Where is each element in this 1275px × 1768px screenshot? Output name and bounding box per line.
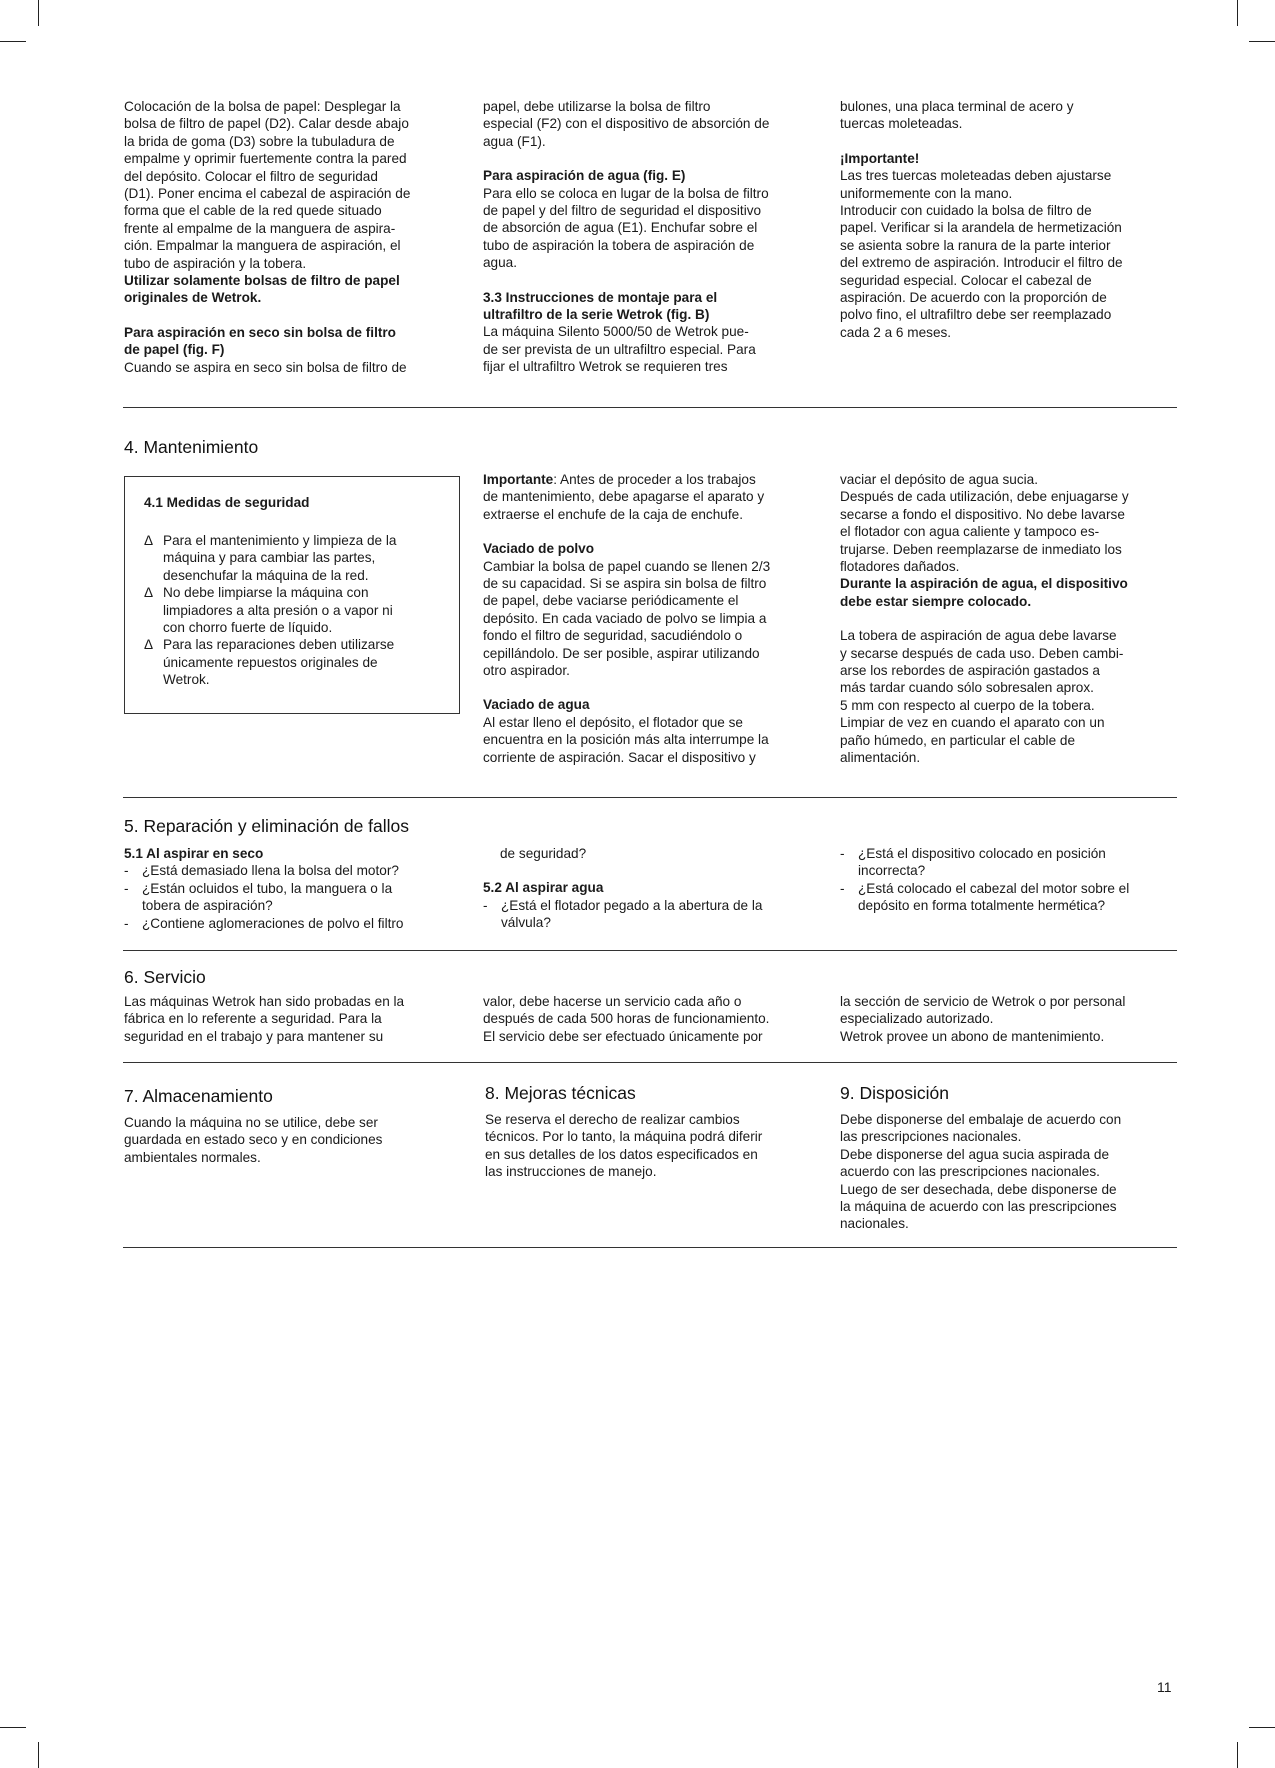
text-line: Para las reparaciones deben utilizarse	[163, 637, 395, 653]
text-line: fábrica en lo referente a seguridad. Para la	[124, 1011, 382, 1027]
text-line: únicamente repuestos originales de	[163, 654, 378, 670]
text-line: seguridad especial. Colocar el cabezal de	[840, 272, 1092, 288]
text-line: fijar el ultrafiltro Wetrok se requieren tres	[483, 359, 728, 375]
text-line: Colocación de la bolsa de papel: Desplegar la	[124, 99, 401, 114]
safety-list	[144, 532, 444, 689]
safety-box	[124, 476, 460, 714]
subheading: 5.2 Al aspirar agua	[483, 880, 604, 896]
text-line: uniformemente con la mano.	[840, 185, 1013, 201]
text-line: la máquina de acuerdo con las prescripciones	[840, 1199, 1117, 1215]
dash-bullet: -	[840, 880, 845, 896]
text-line: Las tres tuercas moleteadas deben ajustarse	[840, 168, 1112, 184]
safety-box-title: 4.1 Medidas de seguridad	[144, 495, 310, 510]
text-line: Para el mantenimiento y limpieza de la	[163, 533, 397, 548]
text-line: corriente de aspiración. Sacar el dispositivo y	[483, 749, 756, 765]
text-line: limpiadores a alta presión o a vapor ni	[163, 602, 393, 618]
text-line: bolsa de filtro de papel (D2). Calar desde abajo	[124, 116, 409, 132]
text-line: papel. Verificar si la arandela de hermetización	[840, 220, 1122, 236]
text-line: bulones, una placa terminal de acero y	[840, 99, 1074, 114]
text-line: frente al empalme de la manguera de aspira-	[124, 220, 396, 236]
text-line: El servicio debe ser efectuado únicamente por	[483, 1028, 763, 1044]
crop-mark	[1237, 0, 1238, 26]
text-line: Cambiar la bolsa de papel cuando se llenen 2/3	[483, 558, 771, 574]
text-line: las prescripciones nacionales.	[840, 1129, 1022, 1145]
text-line: de su capacidad. Si se aspira sin bolsa de filtro	[483, 576, 767, 592]
text-line: tubo de aspiración y la tobera.	[124, 255, 307, 271]
text-line: depósito. En cada vaciado de polvo se limpia a	[483, 610, 767, 626]
dash-bullet: -	[124, 863, 129, 879]
text-line: Introducir con cuidado la bolsa de filtro de	[840, 203, 1092, 219]
crop-mark	[38, 1742, 39, 1768]
warning-triangle-icon: Δ	[144, 637, 154, 653]
text-line: Debe disponerse del embalaje de acuerdo con	[840, 1112, 1122, 1127]
text-line: y secarse después de cada uso. Deben cambi-	[840, 645, 1124, 661]
top-column-2	[483, 98, 823, 376]
section-divider	[123, 407, 1177, 408]
bold-note: Utilizar solamente bolsas de filtro de papel	[124, 273, 400, 289]
text-line: válvula?	[501, 915, 551, 931]
section-5-title: 5. Reparación y eliminación de fallos	[124, 816, 410, 836]
text-line: ¿Está el flotador pegado a la abertura de la	[501, 897, 763, 913]
text-line: aspiración. De acuerdo con la proporción de	[840, 290, 1107, 306]
section-divider	[123, 1062, 1177, 1063]
text-line: La máquina Silento 5000/50 de Wetrok pue-	[483, 324, 749, 340]
text-line: empalme y oprimir fuertemente contra la pared	[124, 151, 407, 167]
text-line: extraerse el enchufe de la caja de enchufe.	[483, 506, 743, 522]
text-line: secarse a fondo el dispositivo. No debe lavarse	[840, 506, 1125, 522]
top-column-1	[124, 98, 464, 376]
text-line: No debe limpiarse la máquina con	[163, 585, 369, 601]
text-line: flotadores dañados.	[840, 559, 960, 575]
text-line: tuercas moleteadas.	[840, 116, 963, 132]
crop-mark	[0, 41, 26, 42]
text-line: La tobera de aspiración de agua debe lavarse	[840, 628, 1117, 644]
text-line: seguridad en el trabajo y para mantener su	[124, 1028, 384, 1044]
text-line: del extremo de aspiración. Introducir el filtro de	[840, 255, 1123, 271]
text-line: técnicos. Por lo tanto, la máquina podrá diferir	[485, 1129, 763, 1145]
text-line: alimentación.	[840, 750, 921, 766]
s7-text	[124, 1114, 464, 1166]
text-line: de mantenimiento, debe apagarse el aparato y	[483, 489, 765, 505]
text-span: : Antes de proceder a los trabajos	[553, 472, 756, 487]
text-line: del depósito. Colocar el filtro de seguridad	[124, 168, 378, 184]
subheading: ¡Importante!	[840, 150, 920, 166]
dash-bullet: -	[483, 897, 488, 913]
subheading: Vaciado de polvo	[483, 541, 595, 557]
text-line: ¿Están ocluidos el tubo, la manguera o la	[142, 880, 393, 896]
device-checklist	[840, 845, 1180, 915]
text-line: Para ello se coloca en lugar de la bolsa de filtro	[483, 185, 769, 201]
text-line: máquina y para cambiar las partes,	[163, 550, 376, 566]
text-line: la brida de goma (D3) sobre la tubuladura de	[124, 133, 395, 149]
text-line: Cuando se aspira en seco sin bolsa de filtro de	[124, 359, 407, 375]
text-line: ción. Empalmar la manguera de aspiración, el	[124, 238, 401, 254]
text-line: el flotador con agua caliente y tampoco es-	[840, 524, 1100, 540]
list-item	[124, 862, 464, 879]
text-line: trujarse. Deben reemplazarse de inmediato los	[840, 541, 1122, 557]
section-divider	[123, 950, 1177, 951]
bold-note: debe estar siempre colocado.	[840, 593, 1032, 609]
warning-triangle-icon: Δ	[144, 533, 154, 548]
s5-column-3	[840, 845, 1180, 915]
subheading: Vaciado de agua	[483, 697, 590, 713]
text-line: de seguridad?	[500, 846, 587, 861]
crop-mark	[1237, 1742, 1238, 1768]
text-line: en sus detalles de los datos especificados en	[485, 1146, 758, 1162]
subheading: Para aspiración de agua (fig. E)	[483, 168, 686, 184]
important-line	[483, 471, 823, 488]
text-line: tubo de aspiración la tobera de aspiración de	[483, 237, 755, 253]
text-line: Se reserva el derecho de realizar cambios	[485, 1112, 740, 1127]
crop-mark	[0, 1727, 26, 1728]
text-line: 5 mm con respecto al cuerpo de la tobera.	[840, 697, 1095, 713]
text-line: incorrecta?	[858, 863, 926, 879]
text-line: papel, debe utilizarse la bolsa de filtro	[483, 99, 711, 114]
text-line: ¿Contiene aglomeraciones de polvo el filtro	[142, 915, 404, 931]
important-label: Importante	[483, 472, 554, 487]
text-line: Debe disponerse del agua sucia aspirada de	[840, 1146, 1110, 1162]
text-line: acuerdo con las prescripciones nacionales.	[840, 1164, 1100, 1180]
text-line: con chorro fuerte de líquido.	[163, 620, 333, 636]
text-line: depósito en forma totalmente hermética?	[858, 898, 1106, 914]
list-item	[483, 897, 823, 932]
text-line: vaciar el depósito de agua sucia.	[840, 472, 1038, 487]
bold-note: Durante la aspiración de agua, el dispositivo	[840, 576, 1128, 592]
subheading: de papel (fig. F)	[124, 342, 225, 358]
list-item	[144, 584, 444, 636]
crop-mark	[1249, 1727, 1275, 1728]
text-line: de papel, debe vaciarse periódicamente el	[483, 593, 739, 609]
text-line: guardada en estado seco y en condiciones	[124, 1132, 383, 1148]
dash-bullet: -	[124, 915, 129, 931]
crop-mark	[1249, 41, 1275, 42]
text-line: especializado autorizado.	[840, 1011, 994, 1027]
text-line: Cuando la máquina no se utilice, debe ser	[124, 1115, 378, 1130]
list-item	[144, 636, 444, 688]
text-line: encuentra en la posición más alta interrumpe la	[483, 732, 769, 748]
text-line: de absorción de agua (E1). Enchufar sobre el	[483, 220, 758, 236]
subheading: 5.1 Al aspirar en seco	[124, 846, 264, 861]
text-line: especial (F2) con el dispositivo de absorción de	[483, 116, 770, 132]
text-line: fondo el filtro de seguridad, sacudiéndolo o	[483, 628, 743, 644]
bold-note: originales de Wetrok.	[124, 290, 262, 306]
wet-checklist	[483, 897, 823, 932]
text-line: ¿Está demasiado llena la bolsa del motor?	[142, 863, 399, 879]
list-item	[144, 532, 444, 584]
s4-column-3	[840, 471, 1180, 767]
s6-column-2	[483, 993, 823, 1045]
section-divider	[123, 797, 1177, 798]
subheading: Para aspiración en seco sin bolsa de filtro	[124, 324, 396, 340]
text-line: paño húmedo, en particular el cable de	[840, 732, 1076, 748]
list-item	[840, 880, 1180, 915]
text-line: ambientales normales.	[124, 1149, 261, 1165]
text-line: valor, debe hacerse un servicio cada año o	[483, 994, 742, 1009]
text-line: agua (F1).	[483, 133, 546, 149]
s8-text	[485, 1111, 825, 1181]
text-line: Wetrok provee un abono de mantenimiento.	[840, 1028, 1105, 1044]
text-line: nacionales.	[840, 1216, 909, 1232]
list-item	[840, 845, 1180, 880]
list-item	[124, 880, 464, 915]
s5-column-1	[124, 845, 464, 932]
s5-column-2	[483, 845, 823, 932]
section-6-title: 6. Servicio	[124, 967, 206, 987]
section-divider	[123, 1247, 1177, 1248]
text-line: agua.	[483, 255, 518, 271]
section-9-title: 9. Disposición	[840, 1083, 949, 1103]
list-item	[124, 915, 464, 932]
text-line: cada 2 a 6 meses.	[840, 324, 952, 340]
text-line: polvo fino, el ultrafiltro debe ser reemplazado	[840, 307, 1112, 323]
text-line: de ser prevista de un ultrafiltro especial. Para	[483, 341, 756, 357]
page-number: 11	[1157, 1679, 1172, 1695]
text-line: la sección de servicio de Wetrok o por personal	[840, 994, 1126, 1009]
text-line: arse los rebordes de aspiración gastados a	[840, 663, 1100, 679]
s6-column-3	[840, 993, 1180, 1045]
text-line: de papel y del filtro de seguridad el dispositivo	[483, 203, 762, 219]
text-line: Limpiar de vez en cuando el aparato con un	[840, 715, 1105, 731]
s4-column-2	[483, 471, 823, 766]
text-line: Wetrok.	[163, 672, 210, 688]
section-7-title: 7. Almacenamiento	[124, 1086, 273, 1106]
text-line: forma que el cable de la red quede situado	[124, 203, 382, 219]
s9-text	[840, 1111, 1180, 1233]
text-line: Las máquinas Wetrok han sido probadas en la	[124, 994, 405, 1009]
warning-triangle-icon: Δ	[144, 585, 154, 601]
text-line: ¿Está colocado el cabezal del motor sobre el	[858, 880, 1130, 896]
s6-column-1	[124, 993, 464, 1045]
section-8-title: 8. Mejoras técnicas	[485, 1083, 636, 1103]
text-line: cepillándolo. De ser posible, aspirar utilizando	[483, 645, 760, 661]
text-line: más tardar cuando sólo sobresalen aprox.	[840, 680, 1094, 696]
text-line: las instrucciones de manejo.	[485, 1164, 657, 1180]
text-line: ¿Está el dispositivo colocado en posición	[858, 846, 1106, 861]
section-4-title: 4. Mantenimiento	[124, 437, 259, 457]
text-line: Luego de ser desechada, debe disponerse de	[840, 1181, 1117, 1197]
text-line: se asienta sobre la ranura de la parte interior	[840, 237, 1111, 253]
text-line: Después de cada utilización, debe enjuagarse y	[840, 489, 1129, 505]
text-line: (D1). Poner encima el cabezal de aspiración de	[124, 186, 411, 202]
text-line: desenchufar la máquina de la red.	[163, 567, 369, 583]
subheading: ultrafiltro de la serie Wetrok (fig. B)	[483, 307, 710, 323]
crop-mark	[38, 0, 39, 26]
text-line: otro aspirador.	[483, 663, 570, 679]
dash-bullet: -	[840, 846, 845, 861]
text-line: tobera de aspiración?	[142, 898, 273, 914]
top-column-3	[840, 98, 1180, 341]
text-line: después de cada 500 horas de funcionamiento.	[483, 1011, 770, 1027]
text-line: Al estar lleno el depósito, el flotador que se	[483, 714, 743, 730]
dry-checklist	[124, 862, 464, 932]
subheading: 3.3 Instrucciones de montaje para el	[483, 289, 718, 305]
dash-bullet: -	[124, 880, 129, 896]
